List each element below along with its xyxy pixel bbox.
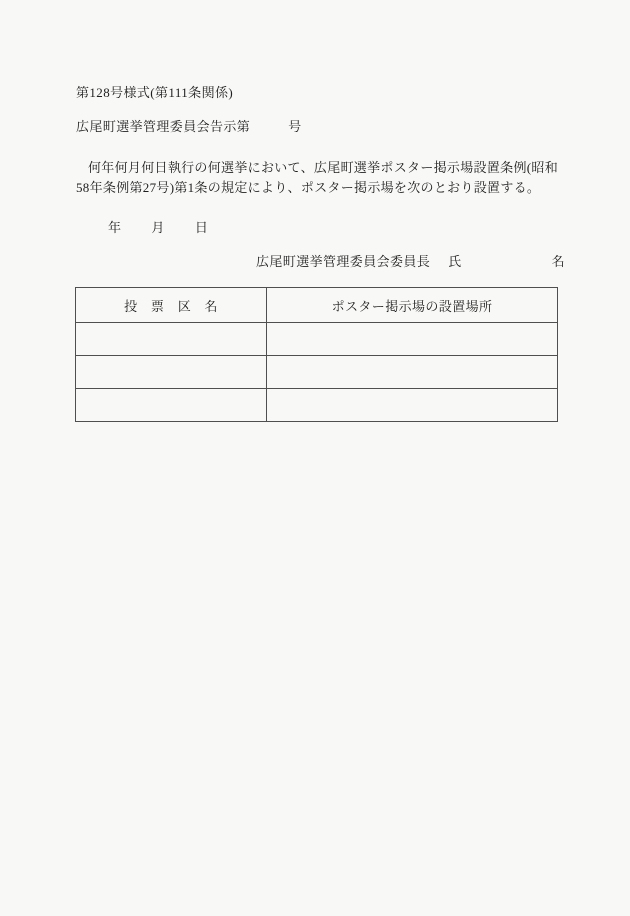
notice-suffix: 号 [288,119,302,134]
table-row [76,389,558,422]
chairman-title: 広尾町選挙管理委員会委員長 [256,254,431,269]
poster-locations-table [75,287,558,422]
location-header: ポスター掲示場の設置場所 [267,288,558,323]
date-line [108,217,208,236]
surname-label: 氏 [448,254,462,269]
table-row [76,356,558,389]
date-day-label: 日 [194,220,209,235]
given-name-label: 名 [551,254,566,269]
ward-name-header: 投 票 区 名 [76,288,267,323]
notice-prefix: 広尾町選挙管理委員会告示第 [76,119,251,134]
body-paragraph: 何年何月何日執行の何選挙において、広尾町選挙ポスター掲示場設置条例(昭和58年条例第27号)第1条の規定により、ポスター掲示場を次のとおり設置する。 [76,160,558,195]
location-cell [267,323,558,356]
location-cell [267,356,558,389]
date-year-label: 年 [108,220,122,235]
form-number: 第128号様式(第111条関係) [76,85,234,100]
table-row [76,323,558,356]
table-header-row [76,288,558,323]
ward-name-cell [76,356,267,389]
ward-name-cell [76,389,267,422]
signature-line [256,251,565,270]
notice-number-line [76,116,302,135]
ward-name-cell [76,323,267,356]
location-cell [267,389,558,422]
date-month-label: 月 [151,220,165,235]
